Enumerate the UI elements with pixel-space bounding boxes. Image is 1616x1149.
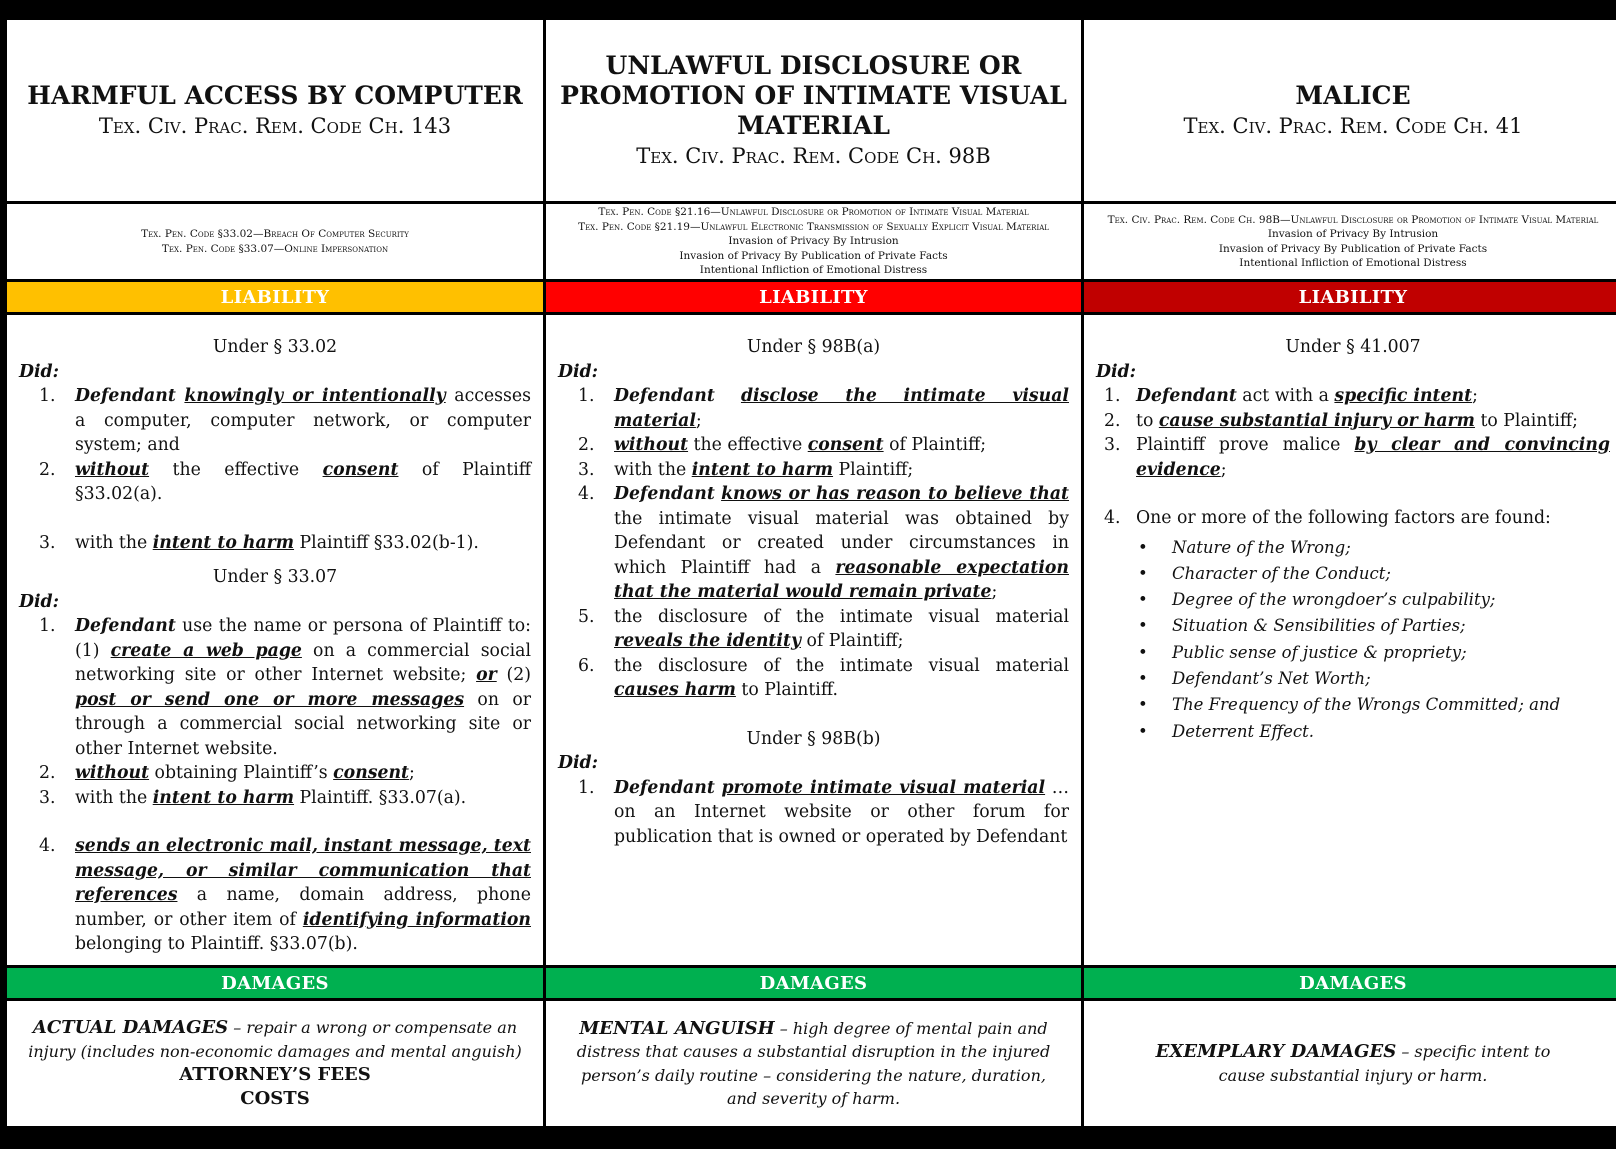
element-list [19,384,531,555]
reference-line: Tex. Pen. Code §33.02—Breach Of Computer Security [141,228,409,240]
reference-line: Intentional Infliction of Emotional Distress [1239,257,1467,269]
did-label: Did: [19,591,60,612]
list-item: 4. Defendant knows or has reason to believe that the intimate visual material was obtained by Defendant or created under circumstances in which Plaintiff had a reasonable expectation that the material would remain private; [578,484,1070,602]
factor-item: • Situation & Sensibilities of Parties; [1138,616,1466,636]
liability-header-1: LIABILITY [7,282,543,312]
damages-header-1: DAMAGES [7,968,543,998]
section-heading: Under § 33.02 [212,337,338,357]
list-item: 1. Defendant disclose the intimate visual material; [578,386,1069,431]
column-3-references [1084,204,1616,279]
list-item: 4. sends an electronic mail, instant message, text message, or similar communication that references a name, domain address, phone number, or other item of identifying information belonging to Plaintiff. §33.07(b). [39,836,531,954]
factor-item: • Character of the Conduct; [1138,563,1391,583]
damages-description: MENTAL ANGUISH – high degree of mental pain and distress that causes a substantial disruption in the injured person’s daily routine – considering the nature, duration, and severity of harm. [576,1017,1051,1108]
damages-header-3: DAMAGES [1084,968,1616,998]
column-1-code: Tex. Civ. Prac. Rem. Code Ch. 143 [98,113,452,138]
section-heading: Under § 33.07 [212,567,338,587]
reference-line: Tex. Civ. Prac. Rem. Code Ch. 98B—Unlawful Disclosure or Promotion of Intimate Visual Material [1107,213,1599,226]
did-label: Did: [1096,361,1137,382]
column-1-title: HARMFUL ACCESS BY COMPUTER [27,80,523,110]
column-3-code: Tex. Civ. Prac. Rem. Code Ch. 41 [1183,113,1523,138]
element-list [558,384,1069,703]
attorneys-fees: ATTORNEY’S FEES [179,1064,371,1085]
list-item: 1. Defendant promote intimate visual material … on an Internet website or other forum for publication that is owned or operated by Defendant [578,777,1069,847]
reference-line: Intentional Infliction of Emotional Distress [699,264,928,277]
list-item: 1. Defendant act with a specific intent; [1104,386,1478,406]
list-item: 2. to cause substantial injury or harm to Plaintiff; [1104,410,1578,431]
list-item: 2. without the effective consent of Plaintiff; [578,435,987,455]
costs: COSTS [240,1088,310,1109]
column-2-damages [546,1001,1081,1126]
column-1-liability-body [7,315,543,965]
column-2-title-cell [546,20,1081,201]
list-item: 5. the disclosure of the intimate visual material reveals the identity of Plaintiff; [578,606,1069,651]
factor-item: • Nature of the Wrong; [1138,537,1351,557]
column-3-liability-body [1084,315,1616,965]
element-list [558,776,1069,850]
list-item: 1. Defendant knowingly or intentionally accesses a computer, computer network, or computer system; and [39,386,531,455]
column-2-title: UNLAWFUL DISCLOSURE OR PROMOTION OF INTIMATE VISUAL MATERIAL [560,50,1067,140]
section-heading: Under § 41.007 [1285,337,1421,357]
liability-header-3: LIABILITY [1084,282,1616,312]
reference-line: Tex. Pen. Code §33.07—Online Impersonation [161,242,389,255]
comparison-table [7,20,1609,1131]
reference-line: Invasion of Privacy By Intrusion [728,235,899,248]
column-1-title-cell [7,20,543,201]
reference-line: Invasion of Privacy By Publication of Private Facts [1218,242,1488,255]
damages-description: ACTUAL DAMAGES – repair a wrong or compensate an injury (includes non-economic damages and mental anguish) [28,1017,522,1061]
reference-line: Invasion of Privacy By Intrusion [1267,228,1439,240]
factor-item: • Public sense of justice & propriety; [1138,642,1467,662]
list-item: 2. without obtaining Plaintiff’s consent; [39,763,415,783]
reference-line: Invasion of Privacy By Publication of Private Facts [679,249,948,262]
list-item: 4. One or more of the following factors are found: [1104,508,1551,528]
section-heading: Under § 98B(a) [746,337,881,357]
damages-header-2: DAMAGES [546,968,1081,998]
damages-description: EXEMPLARY DAMAGES – specific intent to cause substantial injury or harm. [1155,1041,1551,1085]
factor-item: • Degree of the wrongdoer’s culpability; [1138,590,1496,610]
did-label: Did: [558,361,599,382]
list-item: 2. without the effective consent of Plaintiff §33.02(a). [39,459,531,504]
reference-line: Tex. Pen. Code §21.16—Unlawful Disclosure or Promotion of Intimate Visual Material [598,206,1029,219]
list-item: 1. Defendant use the name or persona of Plaintiff to: (1) create a web page on a commercial social networking site or other Internet website; or (2) post or send one or more messages on or through a commercial social networking site or other Internet website. [39,616,532,759]
factor-item: • Deterrent Effect. [1138,721,1315,741]
did-label: Did: [19,361,60,382]
list-item: 3. with the intent to harm Plaintiff. §33.07(a). [39,787,467,808]
reference-line: Tex. Pen. Code §21.19—Unlawful Electronic Transmission of Sexually Explicit Visual Material [578,220,1049,233]
list-item: 3. with the intent to harm Plaintiff §33.02(b-1). [39,532,479,553]
column-1-references [7,204,543,279]
column-1-damages [7,1001,543,1126]
column-2-code: Tex. Civ. Prac. Rem. Code Ch. 98B [636,143,991,168]
section-heading: Under § 98B(b) [746,728,881,749]
did-label: Did: [558,753,599,773]
factor-item: • Defendant’s Net Worth; [1138,668,1371,688]
element-list [1096,384,1610,531]
factor-item: • The Frequency of the Wrongs Committed; and [1138,695,1561,715]
column-2-references [546,204,1081,279]
column-3-title-cell [1084,20,1616,201]
list-item: 3. with the intent to harm Plaintiff; [578,459,914,480]
element-list [19,614,531,957]
factor-list [1096,535,1610,745]
list-item: 6. the disclosure of the intimate visual material causes harm to Plaintiff. [578,655,1069,700]
column-2-liability-body [546,315,1081,965]
list-item: 3. Plaintiff prove malice by clear and convincing evidence; [1104,435,1610,480]
liability-header-2: LIABILITY [546,282,1081,312]
column-3-damages [1084,1001,1616,1126]
column-3-title: MALICE [1295,80,1411,110]
